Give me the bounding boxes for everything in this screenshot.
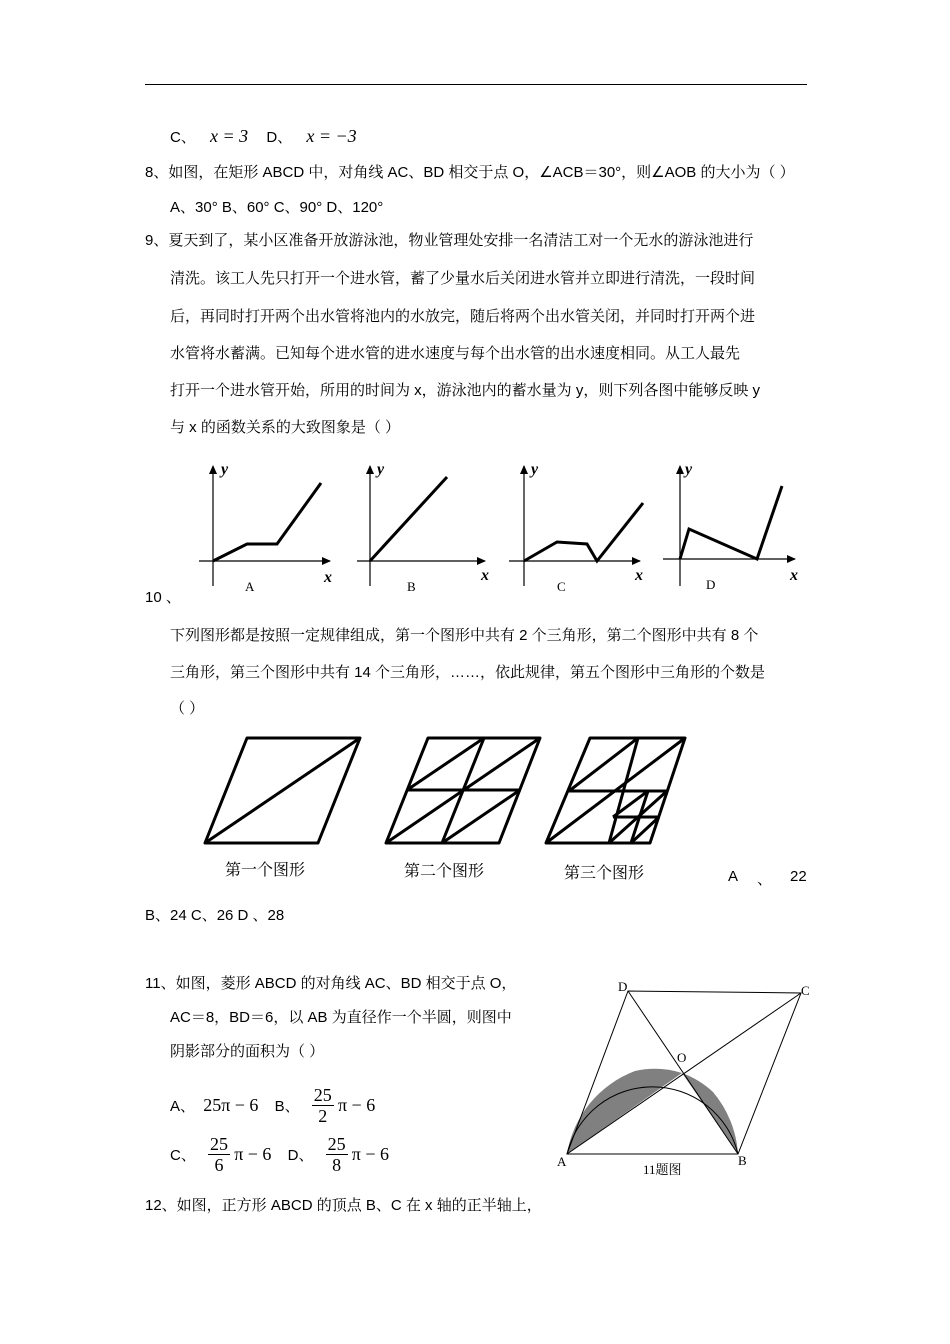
q11-option-c-den: 6 bbox=[214, 1155, 224, 1175]
graph-a-letter: A bbox=[245, 579, 255, 594]
q9-line-3: 后，再同时打开两个出水管将池内的水放完，随后将两个出水管关闭，并同时打开两个进 bbox=[170, 308, 756, 325]
q11-label-a: A bbox=[557, 1154, 567, 1169]
q7-option-d-math: x = −3 bbox=[306, 126, 357, 146]
q10-caption-1: 第一个图形 bbox=[225, 862, 306, 879]
q10-figure-1 bbox=[205, 738, 360, 843]
q11-label-o: O bbox=[677, 1050, 687, 1065]
graph-b-letter: B bbox=[407, 579, 416, 594]
q10-line-1: 下列图形都是按照一定规律组成，第一个图形中共有 2 个三角形，第二个图形中共有 8 个 bbox=[170, 627, 759, 644]
graph-c-letter: C bbox=[557, 579, 566, 594]
q11-option-a-math: 25π − 6 bbox=[203, 1095, 259, 1115]
q11-line-3: 阴影部分的面积为（ ） bbox=[170, 1043, 325, 1060]
header-rule bbox=[145, 84, 807, 85]
q9-graphs bbox=[185, 456, 815, 596]
q7-options bbox=[170, 126, 357, 147]
q7-option-d-label: D、 bbox=[266, 129, 293, 146]
q10-figure-3 bbox=[546, 738, 685, 843]
q10-line-3: （ ） bbox=[170, 700, 205, 717]
q11-line-2: AC＝8，BD＝6，以 AB 为直径作一个半圆，则图中 bbox=[170, 1009, 512, 1026]
graph-c-y-label: y bbox=[531, 461, 539, 478]
q7-option-c-math: x = 3 bbox=[210, 126, 249, 146]
q11-figure bbox=[545, 972, 825, 1182]
q9-graph-d bbox=[663, 461, 798, 592]
q10-option-a-sep: 、 bbox=[757, 871, 773, 888]
q10-option-a-letter: A bbox=[728, 868, 739, 885]
q11-options-ab bbox=[170, 1085, 375, 1126]
graph-d-curve bbox=[680, 486, 782, 559]
q7-option-c-label: C、 bbox=[170, 129, 196, 146]
q11-option-b-num: 25 bbox=[313, 1085, 332, 1105]
q11-option-d-num: 25 bbox=[327, 1134, 346, 1154]
q11-option-b-label: B、 bbox=[274, 1098, 300, 1115]
graph-d-letter: D bbox=[706, 577, 716, 592]
graph-c-x-label: x bbox=[635, 567, 643, 584]
graph-b-curve bbox=[370, 477, 447, 561]
q11-option-b-tail: π − 6 bbox=[337, 1095, 376, 1115]
q10-caption-2: 第二个图形 bbox=[404, 863, 485, 880]
q11-option-d-label: D、 bbox=[287, 1147, 314, 1164]
q10-caption-3: 第三个图形 bbox=[564, 865, 645, 882]
q11-option-d-tail: π − 6 bbox=[351, 1144, 390, 1164]
q11-label-b: B bbox=[738, 1153, 747, 1168]
q11-option-b-fraction bbox=[312, 1085, 334, 1126]
q10-options-rest: B、24 C、26 D 、28 bbox=[145, 907, 285, 924]
q11-option-c-fraction bbox=[208, 1134, 230, 1175]
q11-option-a-label: A、 bbox=[170, 1098, 196, 1115]
q12-stem: 12、如图，正方形 ABCD 的顶点 B、C 在 x 轴的正半轴上， bbox=[145, 1197, 542, 1214]
graph-a-y-label: y bbox=[221, 461, 229, 478]
q11-line-1: 11、如图，菱形 ABCD 的对角线 AC、BD 相交于点 O， bbox=[145, 975, 517, 992]
q10-option-a-value: 22 bbox=[790, 868, 807, 885]
q9-graph-a bbox=[199, 461, 332, 594]
graph-d-x-label: x bbox=[790, 567, 798, 584]
q11-label-d: D bbox=[618, 979, 628, 994]
q9-line-2: 清洗。该工人先只打开一个进水管，蓄了少量水后关闭进水管并立即进行清洗，一段时间 bbox=[170, 270, 756, 287]
graph-b-x-label: x bbox=[481, 567, 489, 584]
q11-label-c: C bbox=[801, 983, 810, 998]
q9-line-6: 与 x 的函数关系的大致图象是（ ） bbox=[170, 419, 401, 436]
q11-option-d-den: 8 bbox=[332, 1155, 342, 1175]
q10-line-2: 三角形，第三个图形中共有 14 个三角形，……，依此规律，第五个图形中三角形的个数是 bbox=[170, 664, 766, 681]
q11-figure-caption: 11题图 bbox=[643, 1162, 682, 1177]
q8-options: A、30° B、60° C、90° D、120° bbox=[170, 199, 384, 216]
graph-a-x-label: x bbox=[324, 569, 332, 586]
q9-graph-b bbox=[357, 461, 489, 594]
q11-option-b-den: 2 bbox=[318, 1106, 328, 1126]
graph-d-y-label: y bbox=[685, 461, 693, 478]
q9-line-4: 水管将水蓄满。已知每个进水管的进水速度与每个出水管的出水速度相同。从工人最先 bbox=[170, 345, 741, 362]
q10-number: 10 、 bbox=[145, 589, 181, 606]
q9-line-5: 打开一个进水管开始，所用的时间为 x，游泳池内的蓄水量为 y，则下列各图中能够反映 y bbox=[170, 382, 761, 399]
q11-option-c-tail: π − 6 bbox=[234, 1144, 272, 1164]
q11-option-c-label: C、 bbox=[170, 1147, 196, 1164]
q11-option-c-num: 25 bbox=[210, 1134, 229, 1154]
q11-options-cd bbox=[170, 1134, 389, 1175]
graph-a-curve bbox=[213, 483, 321, 561]
graph-c-curve bbox=[524, 503, 643, 561]
q8-stem: 8、如图，在矩形 ABCD 中，对角线 AC、BD 相交于点 O，∠ACB＝30°，则∠AOB 的大小为（ ） bbox=[145, 164, 795, 181]
q11-shaded-left bbox=[567, 1069, 682, 1154]
q9-line-1: 9、夏天到了，某小区准备开放游泳池，物业管理处安排一名清洁工对一个无水的游泳池进行 bbox=[145, 232, 754, 249]
q10-figure-2 bbox=[386, 738, 540, 843]
q11-option-d-fraction bbox=[326, 1134, 348, 1175]
q9-graph-c bbox=[509, 461, 643, 594]
graph-b-y-label: y bbox=[377, 461, 385, 478]
